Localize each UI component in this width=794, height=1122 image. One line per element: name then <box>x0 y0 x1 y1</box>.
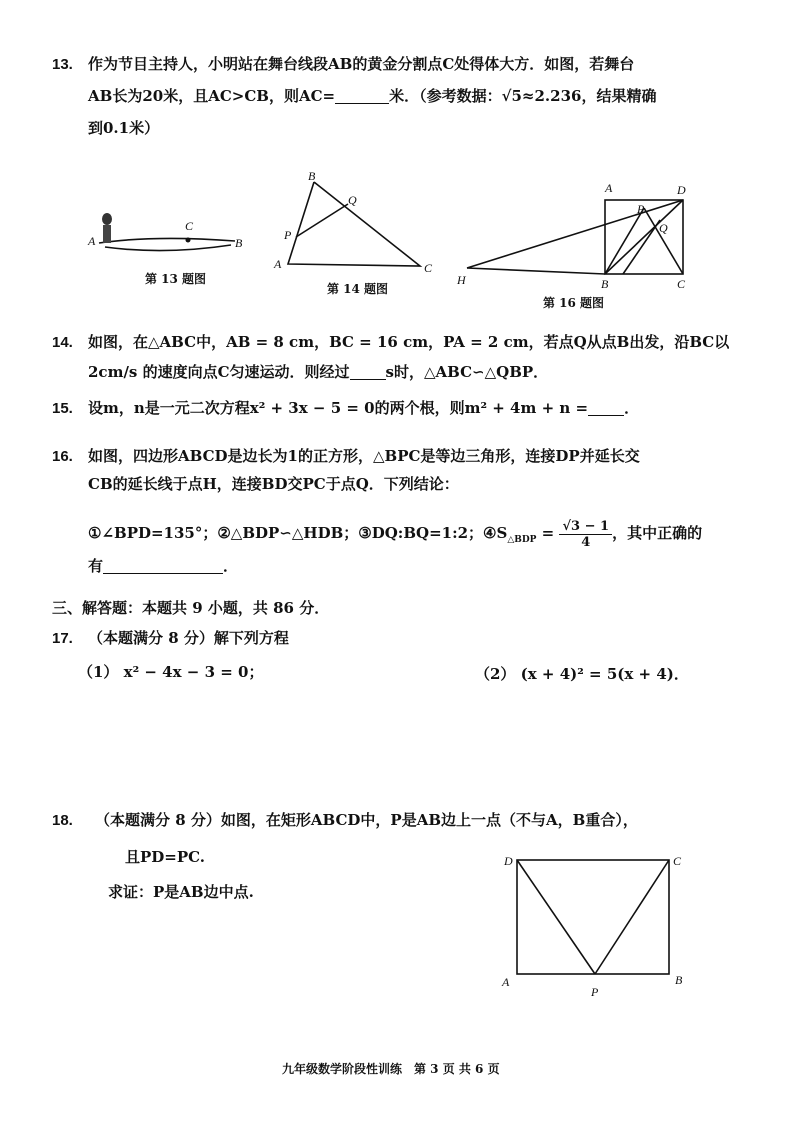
q14-line2: 2cm/s 的速度向点C匀速运动．则经过 s时，△ABC∽△QBP． <box>88 363 549 381</box>
label-p: P <box>284 228 292 242</box>
label-a: A <box>605 181 613 195</box>
segment-hb <box>467 268 605 274</box>
q16-line3: ①∠BPD=135°；②△BDP∽△HDB；③DQ:BQ=1:2；$④S_{\triangle BDP}$ = $\frac{√3 - 1}{4}$ ，其中正确的 <box>88 518 703 550</box>
label-b: B <box>308 169 316 183</box>
segment-pq <box>296 204 348 237</box>
label-d: D <box>677 183 686 197</box>
q13-line3: 到0.1米） <box>88 119 160 137</box>
q18-line2: 且PD=PC. <box>125 848 206 866</box>
q13-line2: AB长为20米，且AC>CB，则AC= 米．（参考数据：√5≈2.236，结果精确 <box>88 87 657 105</box>
q18-number: 18. <box>52 812 73 829</box>
q16-line1: 如图，四边形ABCD是边长为1的正方形，△BPC是等边三角形，连接DP并延长交 <box>88 447 640 465</box>
label-a: A <box>274 257 282 271</box>
segment-inner <box>623 220 660 274</box>
q16-fraction: $\frac{√3 - 1}{4}$ <box>559 519 612 550</box>
q16-figure <box>455 180 700 290</box>
q14-caption: 第 14 题图 <box>327 282 389 296</box>
page-footer: 九年级数学阶段性训练 第 3 页 共 6 页 <box>282 1062 500 1076</box>
label-c: C <box>424 261 433 275</box>
label-q: Q <box>659 221 668 235</box>
q16-answer-blank[interactable] <box>103 559 223 574</box>
q15-line1: 设m，n是一元二次方程x² + 3x − 5 = 0的两个根，则m² + 4m + n = ． <box>88 399 640 417</box>
label-d: D <box>504 854 513 868</box>
q13-answer-blank[interactable] <box>335 89 389 104</box>
q15-answer-blank[interactable] <box>588 401 624 416</box>
q18-line3: 求证：P是AB边中点. <box>108 883 254 901</box>
q17-part2: （2） (x + 4)² = 5(x + 4)． <box>475 665 689 683</box>
q16-caption: 第 16 题图 <box>543 296 605 310</box>
q13-line1: 作为节目主持人，小明站在舞台线段AB的黄金分割点C处得体大方．如图，若舞台 <box>88 55 635 73</box>
q17-title: （本题满分 8 分）解下列方程 <box>88 629 289 647</box>
q13-figure <box>85 205 255 265</box>
stage-shadow <box>105 245 231 251</box>
q13-caption: 第 13 题图 <box>145 272 207 286</box>
q15-number: 15. <box>52 400 73 417</box>
label-b: B <box>601 277 609 290</box>
q14-number: 14. <box>52 334 73 351</box>
label-q: Q <box>348 193 357 207</box>
q14-answer-blank[interactable] <box>350 365 386 380</box>
q14-figure <box>270 168 440 278</box>
stage-line <box>99 238 235 243</box>
segment-pd <box>517 860 595 974</box>
host-head-icon <box>102 213 112 225</box>
section3-heading: 三、解答题：本题共 9 小题，共 86 分． <box>52 599 330 617</box>
rectangle-abcd <box>517 860 669 974</box>
q16-line2: CB的延长线于点H，连接BD交PC于点Q．下列结论： <box>88 475 459 493</box>
label-b: B <box>235 236 243 250</box>
label-b: B <box>675 973 683 987</box>
label-p: P <box>637 202 645 216</box>
label-a: A <box>88 234 96 248</box>
label-p: P <box>591 985 599 999</box>
q13-number: 13. <box>52 56 73 73</box>
point-c <box>186 238 191 243</box>
q16-line4: 有 ． <box>88 557 239 575</box>
q18-figure <box>495 848 695 1000</box>
q16-number: 16. <box>52 448 73 465</box>
host-body-icon <box>103 225 111 243</box>
label-c: C <box>673 854 682 868</box>
q17-part1: （1） x² − 4x − 3 = 0； <box>78 663 264 681</box>
label-a: A <box>502 975 510 989</box>
label-c: C <box>677 277 686 290</box>
label-c: C <box>185 219 194 233</box>
q18-line1: （本题满分 8 分）如图，在矩形ABCD中，P是AB边上一点（不与A，B重合）， <box>95 811 638 829</box>
segment-pc <box>595 860 669 974</box>
q17-number: 17. <box>52 630 73 647</box>
q14-line1: 如图，在△ABC中，AB = 8 cm，BC = 16 cm，PA = 2 cm，若点Q从点B出发，沿BC以 <box>88 333 730 351</box>
label-h: H <box>457 273 466 287</box>
